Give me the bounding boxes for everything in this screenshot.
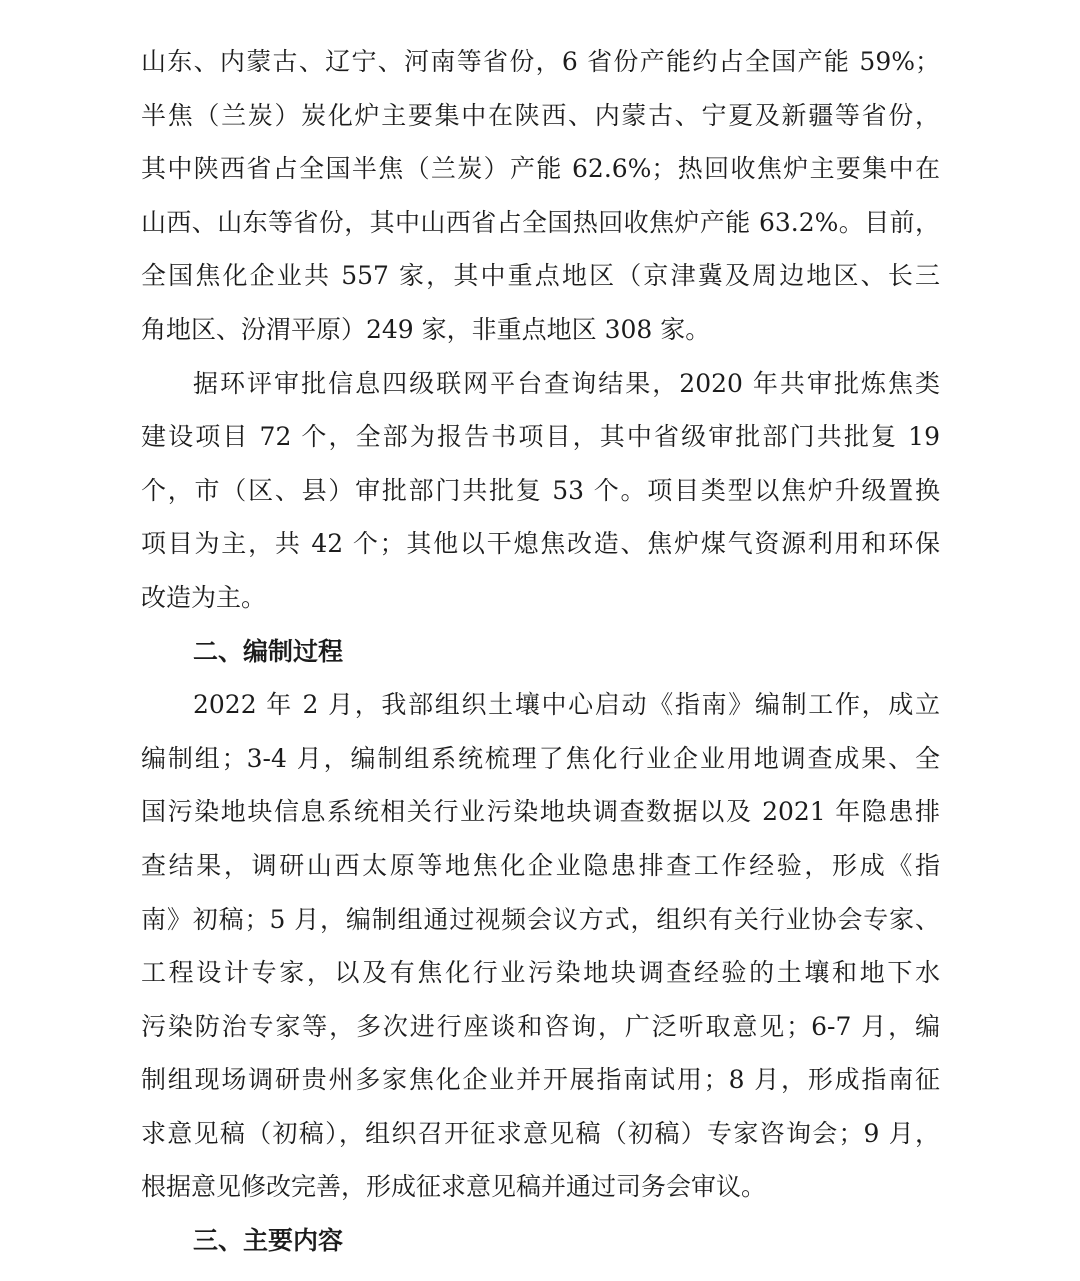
- text-line: 角地区、汾渭平原）249 家，非重点地区 308 家。: [141, 314, 711, 344]
- text-line: 制组现场调研贵州多家焦化企业并开展指南试用；8 月，形成指南征: [141, 1065, 940, 1095]
- text-line: 求意见稿（初稿），组织召开征求意见稿（初稿）专家咨询会；9 月，: [141, 1118, 940, 1148]
- text-line: 工程设计专家，以及有焦化行业污染地块调查经验的土壤和地下水: [141, 958, 940, 988]
- text-line: 查结果，调研山西太原等地焦化企业隐患排查工作经验，形成《指: [141, 850, 940, 880]
- text-line: 半焦（兰炭）炭化炉主要集中在陕西、内蒙古、宁夏及新疆等省份，: [141, 100, 940, 130]
- text-line: 污染防治专家等，多次进行座谈和咨询，广泛听取意见；6-7 月，编: [141, 1011, 940, 1041]
- text-line: 国污染地块信息系统相关行业污染地块调查数据以及 2021 年隐患排: [141, 797, 940, 827]
- text-line: 其中陕西省占全国半焦（兰炭）产能 62.6%；热回收焦炉主要集中在: [141, 154, 940, 184]
- document-body: [141, 35, 940, 1268]
- section-heading: 二、编制过程: [193, 636, 344, 666]
- section-heading: 三、主要内容: [193, 1226, 344, 1256]
- text-line: 改造为主。: [141, 582, 267, 612]
- text-line: 建设项目 72 个，全部为报告书项目，其中省级审批部门共批复 19: [141, 422, 940, 452]
- text-line: 南》初稿；5 月，编制组通过视频会议方式，组织有关行业协会专家、: [141, 904, 940, 934]
- text-line: 项目为主，共 42 个；其他以干熄焦改造、焦炉煤气资源利用和环保: [141, 529, 940, 559]
- text-line: 山西、山东等省份，其中山西省占全国热回收焦炉产能 63.2%。目前，: [141, 207, 940, 237]
- text-line: 山东、内蒙古、辽宁、河南等省份，6 省份产能约占全国产能 59%；: [141, 47, 940, 76]
- text-line: 全国焦化企业共 557 家，其中重点地区（京津冀及周边地区、长三: [141, 261, 940, 291]
- text-line: 根据意见修改完善，形成征求意见稿并通过司务会审议。: [141, 1172, 767, 1202]
- paragraph-eia-approvals: [141, 357, 940, 625]
- text-line: 2022 年 2 月，我部组织土壤中心启动《指南》编制工作，成立: [193, 690, 940, 720]
- paragraph-drafting-process: [141, 678, 940, 1214]
- text-line: 编制组；3-4 月，编制组系统梳理了焦化行业企业用地调查成果、全: [141, 743, 940, 773]
- text-line: 据环评审批信息四级联网平台查询结果，2020 年共审批炼焦类: [193, 368, 940, 398]
- text-line: 个，市（区、县）审批部门共批复 53 个。项目类型以焦炉升级置换: [141, 475, 940, 505]
- paragraph-capacity-distribution: [141, 35, 940, 357]
